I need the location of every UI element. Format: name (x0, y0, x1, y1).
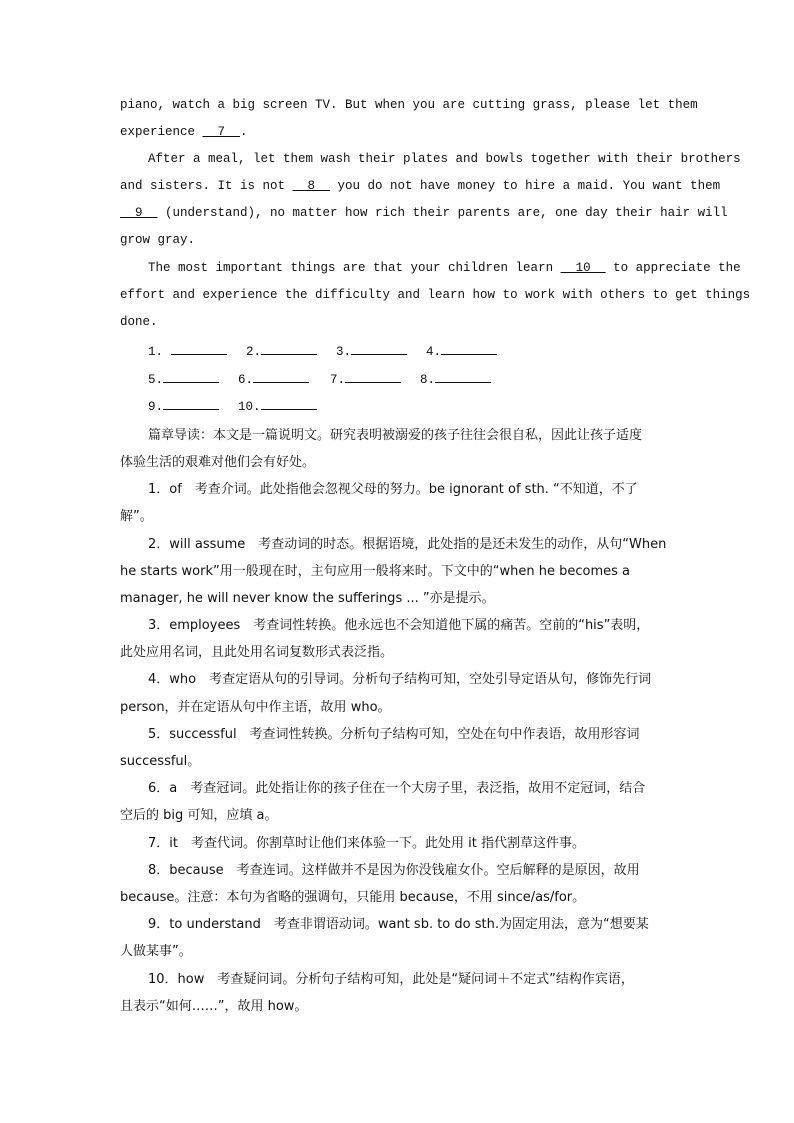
answer-line: 5．successful 考查词性转换。分析句子结构可知，空处在句中作表语，故用形容词 (148, 727, 640, 742)
answer-line: because。注意：本句为省略的强调句，只能用 because，不用 since/as/for。 (120, 890, 586, 905)
blank-9: __9__ (120, 206, 158, 220)
answer-line: person，并在定语从句中作主语，故用 who。 (120, 700, 391, 715)
guide-line: 体验生活的艰难对他们会有好处。 (120, 455, 316, 470)
guide-line: 篇章导读：本文是一篇说明文。研究表明被溺爱的孩子往往会很自私，因此让孩子适度 (148, 428, 643, 443)
passage-line: After a meal, let them wash their plates and bowls together with their brothers (148, 152, 741, 166)
answer-line: 8．because 考查连词。这样做并不是因为你没钱雇女仆。空后解释的是原因，故用 (148, 863, 640, 878)
passage-line: and sisters. It is not __8__ you do not have money to hire a maid. You want them (120, 179, 721, 193)
answer-line: 9．to understand 考查非谓语动词。want sb. to do sth.为固定用法，意为“想要某 (148, 917, 649, 932)
answer-line: 2．will assume 考查动词的时态。根据语境，此处指的是还未发生的动作，从句“When (148, 537, 667, 552)
answer-line: 10．how 考查疑问词。分析句子结构可知，此处是“疑问词＋不定式”结构作宾语， (148, 972, 634, 987)
blank-7: __7__ (202, 125, 241, 139)
passage-line: piano, watch a big screen TV. But when you are cutting grass, please let them (120, 98, 698, 112)
blank-8: __8__ (292, 179, 331, 193)
passage-line: grow gray. (120, 233, 196, 247)
answer-line: 空后的 big 可知，应填 a。 (120, 808, 278, 823)
document-page: piano, watch a big screen TV. But when you are cutting grass, please let them experience __7__. After a meal, let them wash their plates and bowls together with their brothers and sisters. It is not __8__ you do not have money to hire a maid. You want them __9__ (understand), no matter how rich their parents are, one day their hair will grow gray. The most important things are that your children learn __10__ to appreciate the effort and experience the difficulty and learn how to work with others to get things done. 1. 2. 3. 4. 5. 6. 7. 8. 9. 10. 篇章导读：本文是一篇说明文。研究表明被溺爱的孩子往往会很自私，因此让孩子适度 体验生活的艰难对他们会有好处。 1．of 考查介词。此处指他会忽视父母的努力。be ignorant of sth. “不知道，不了 解”。 2．will assume 考查动词的时态。根据语境，此处指的是还未发生的动作，从句“When he starts work”用一般现在时，主句应用一般将来时。下文中的“when he becomes a manager, he will never know the sufferings ... ”亦是提示。 3．employees 考查词性转换。他永远也不会知道他下属的痛苦。空前的“his”表明， 此处应用名词，且此处用名词复数形式表泛指。 4．who 考查定语从句的引导词。分析句子结构可知，空处引导定语从句，修饰先行词 person，并在定语从句中作主语，故用 who。 5．successful 考查词性转换。分析句子结构可知，空处在句中作表语，故用形容词 successful。 6．a 考查冠词。此处指让你的孩子住在一个大房子里，表泛指，故用不定冠词，结合 空后的 big 可知，应填 a。 7．it 考查代词。你割草时让他们来体验一下。此处用 it 指代割草这件事。 8．because 考查连词。这样做并不是因为你没钱雇女仆。空后解释的是原因，故用 because。注意：本句为省略的强调句，只能用 because，不用 since/as/for。 9．to understand 考查非谓语动词。want sb. to do sth.为固定用法，意为“想要某 人做某事”。 10．how 考查疑问词。分析句子结构可知，此处是“疑问词＋不定式”结构作宾语， 且表示“如何……”，故用 how。 (120, 98, 751, 1014)
answer-line: successful。 (120, 754, 201, 769)
passage-line: experience __7__. (120, 125, 248, 139)
answer-line: 人做某事”。 (120, 944, 192, 959)
blank-10: __10__ (560, 261, 606, 275)
answer-line: 此处应用名词，且此处用名词复数形式表泛指。 (120, 645, 394, 660)
answer-line: 3．employees 考查词性转换。他永远也不会知道他下属的痛苦。空前的“his”表明， (148, 618, 650, 633)
answer-line: 7．it 考查代词。你割草时让他们来体验一下。此处用 it 指代割草这件事。 (148, 836, 585, 851)
answer-line: he starts work”用一般现在时，主句应用一般将来时。下文中的“when he becomes a (120, 564, 630, 579)
passage-line: effort and experience the difficulty and learn how to work with others to get things (120, 288, 751, 302)
passage-line: done. (120, 315, 158, 329)
answer-line: manager, he will never know the sufferings ... ”亦是提示。 (120, 591, 495, 606)
answer-line: 6．a 考查冠词。此处指让你的孩子住在一个大房子里，表泛指，故用不定冠词，结合 (148, 781, 646, 796)
passage-line: __9__ (understand), no matter how rich their parents are, one day their hair will (120, 206, 728, 220)
answer-line: 解”。 (120, 509, 153, 524)
answer-line: 且表示“如何……”，故用 how。 (120, 999, 308, 1014)
answer-line: 4．who 考查定语从句的引导词。分析句子结构可知，空处引导定语从句，修饰先行词 (148, 672, 652, 687)
passage-line: The most important things are that your children learn __10__ to appreciate the (148, 261, 741, 275)
answer-line: 1．of 考查介词。此处指他会忽视父母的努力。be ignorant of sth. “不知道，不了 (148, 482, 638, 497)
